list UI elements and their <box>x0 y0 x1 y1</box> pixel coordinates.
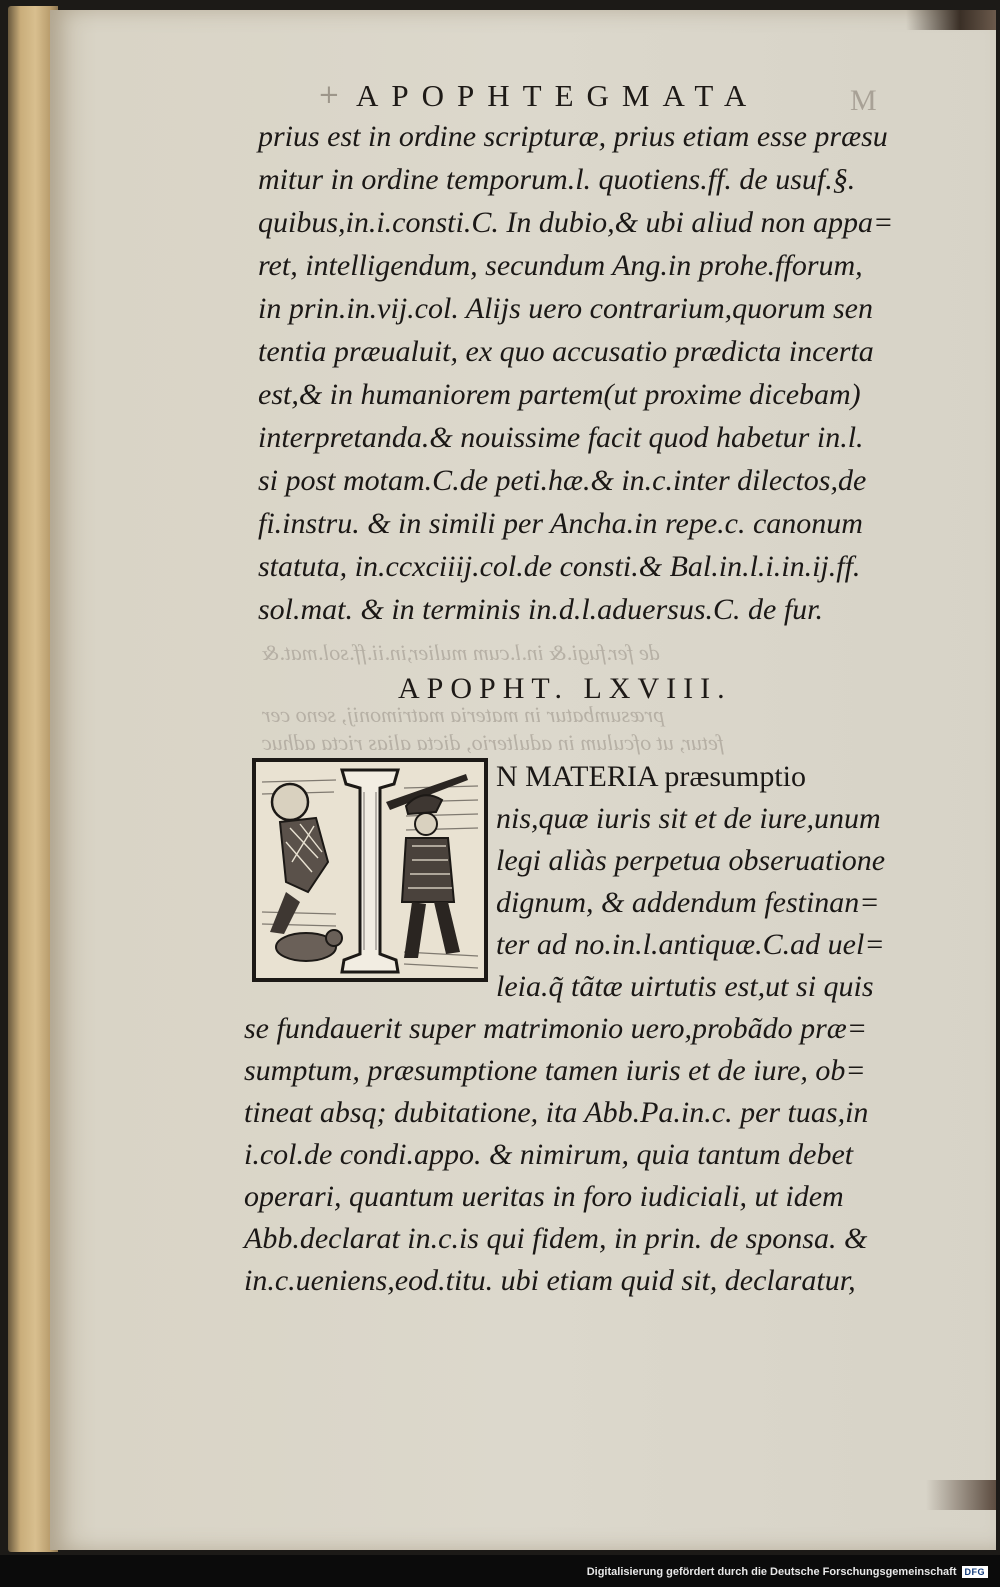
text-line: leia.q̃ tãtæ uirtutis est,ut si quis <box>496 970 874 1003</box>
text-line: se fundauerit super matrimonio uero,probãdo præ= <box>244 1012 868 1045</box>
text-line: N MATERIA præsumptio <box>496 760 807 793</box>
text-line: statuta, in.ccxciiij.col.de consti.& Bal.in.l.i.in.ij.ff. <box>258 550 861 583</box>
text-line: dignum, & addendum festinan= <box>496 886 880 919</box>
digitization-credit <box>587 1566 988 1578</box>
woodcut-initial <box>252 758 488 982</box>
text-line: sol.mat. & in terminis in.d.l.aduersus.C. de fur. <box>258 593 824 626</box>
text-line: in prin.in.vij.col. Alijs uero contrarium,quorum sen <box>258 292 873 325</box>
bleed-through-mark: + <box>318 80 340 110</box>
bleed-through-line: fetur, ut ofculum in adulterio, dicta alias ricta adhuc <box>262 730 724 755</box>
text-line: ter ad no.in.l.antiquæ.C.ad uel= <box>496 928 885 961</box>
text-line: operari, quantum ueritas in foro iudiciali, ut idem <box>244 1180 844 1213</box>
text-line: si post motam.C.de peti.hæ.& in.c.inter dilectos,de <box>258 464 867 497</box>
page-corner-shadow-bottom <box>926 1480 996 1510</box>
bleed-through-mark: M <box>850 84 877 117</box>
page-corner-shadow-top <box>906 10 996 30</box>
text-line: fi.instru. & in simili per Ancha.in repe.c. canonum <box>258 507 863 540</box>
text-line: interpretanda.& nouissime facit quod habetur in.l. <box>258 421 864 454</box>
woodcut-illustration <box>256 762 484 978</box>
running-head: APOPHTEGMATA <box>356 78 760 113</box>
text-line: legi aliàs perpetua obseruatione <box>496 844 886 877</box>
text-line: mitur in ordine temporum.l. quotiens.ff. de usuf.§. <box>258 163 856 196</box>
text-line: ret, intelligendum, secundum Ang.in prohe.fforum, <box>258 249 863 282</box>
text-line: prius est in ordine scripturæ, prius etiam esse præsu <box>258 120 888 153</box>
bleed-through-line: præsumbatur in materia matrimonij, seno cer <box>262 702 665 727</box>
dfg-logo: DFG <box>962 1566 989 1578</box>
text-line: est,& in humaniorem partem(ut proxime dicebam) <box>258 378 861 411</box>
text-line: Abb.declarat in.c.is qui fidem, in prin. de sponsa. & <box>244 1222 868 1255</box>
text-line: nis,quæ iuris sit et de iure,unum <box>496 802 881 835</box>
bleed-through-line: de fer.fugi.& in.l.cum mulier,in.ii.ff.sol.mat.& <box>262 640 660 665</box>
text-line: i.col.de condi.appo. & nimirum, quia tantum debet <box>244 1138 854 1171</box>
text-line: in.c.ueniens,eod.titu. ubi etiam quid sit, declaratur, <box>244 1264 856 1297</box>
text-line: sumptum, præsumptione tamen iuris et de iure, ob= <box>244 1054 866 1087</box>
credit-text: Digitalisierung gefördert durch die Deutsche Forschungsgemeinschaft <box>586 1566 957 1578</box>
text-line: quibus,in.i.consti.C. In dubio,& ubi aliud non appa= <box>258 206 894 239</box>
section-heading: APOPHT. LXVIII. <box>398 672 732 705</box>
text-line: tentia præualuit, ex quo accusatio prædicta incerta <box>258 335 874 368</box>
text-line: tineat absq; dubitatione, ita Abb.Pa.in.c. per tuas,in <box>244 1096 869 1129</box>
